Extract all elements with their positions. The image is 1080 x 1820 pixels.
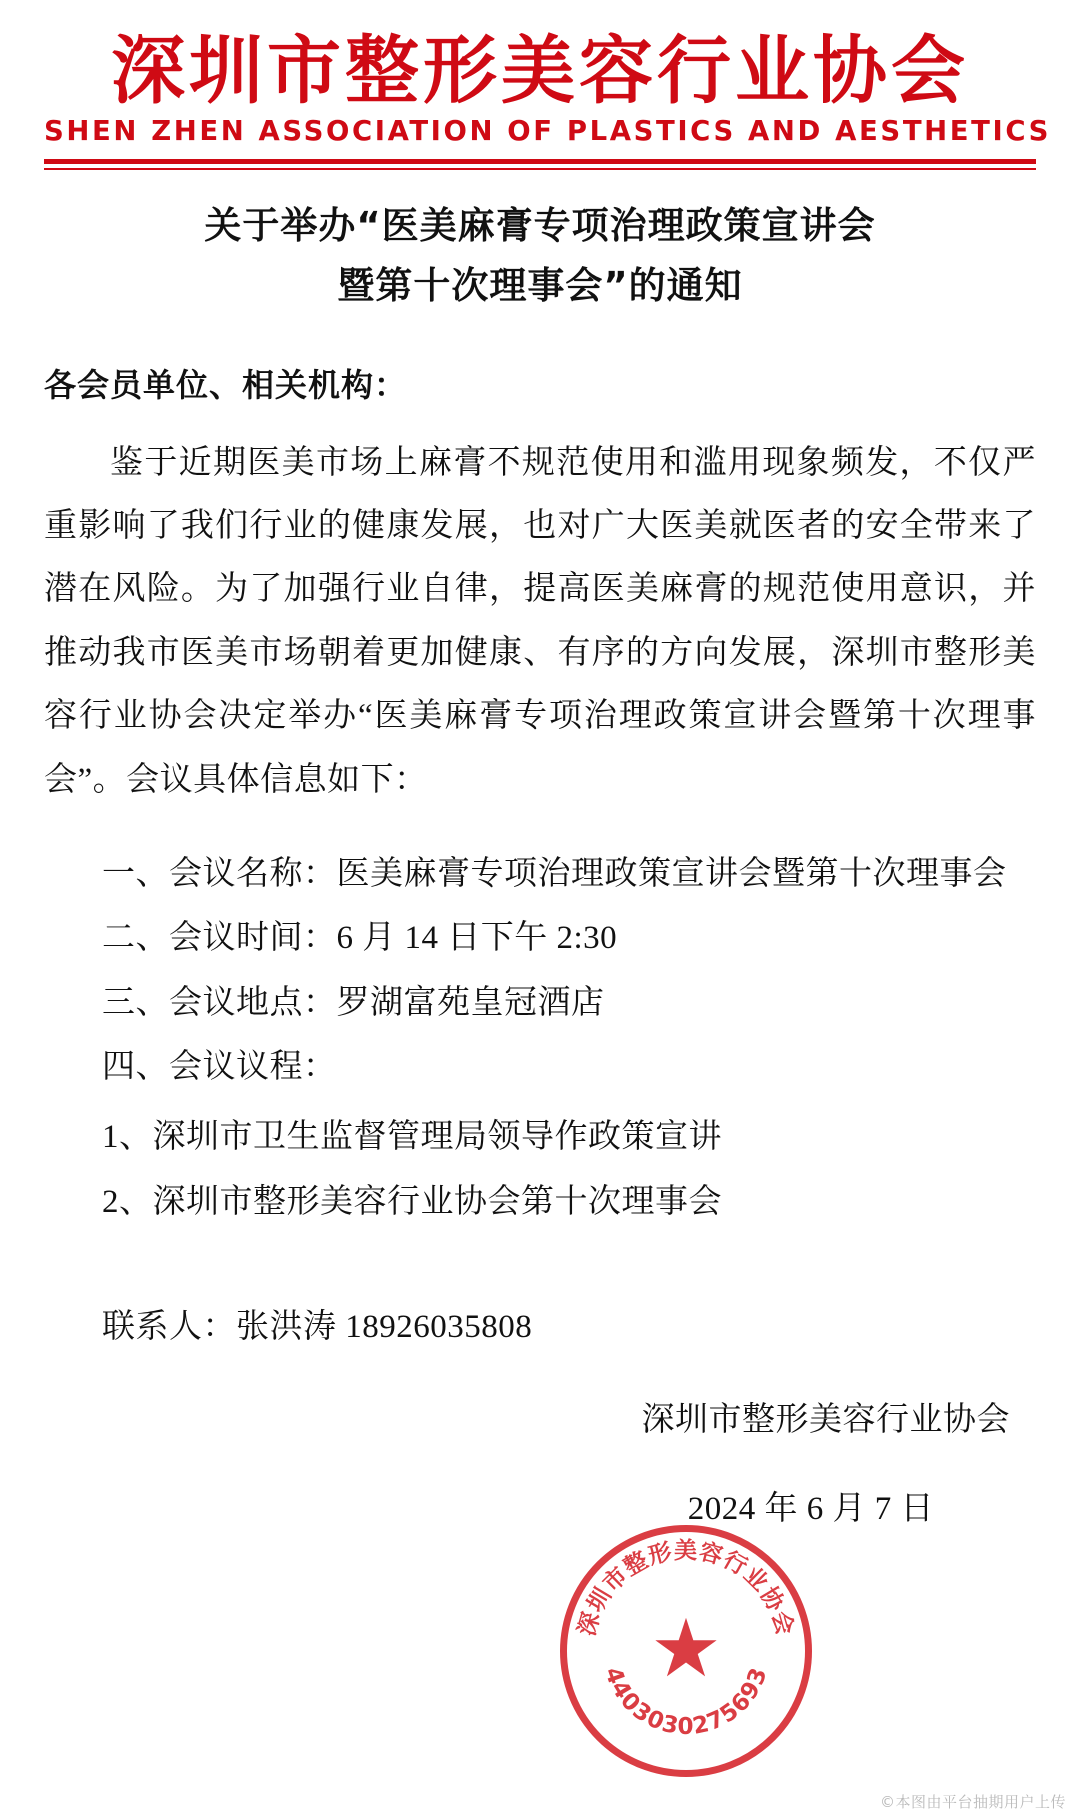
document-title-line-2: 暨第十次理事会”的通知 [337,263,743,307]
official-seal [560,1525,812,1777]
signature-organization: 深圳市整形美容行业协会 [641,1401,1010,1438]
meeting-info-item-name: 一、会议名称：医美麻膏专项治理政策宣讲会暨第十次理事会 [102,855,1007,892]
letterhead [44,0,1052,170]
organization-name-english: SHEN ZHEN ASSOCIATION OF PLASTICS AND AESTHETICS [44,114,1052,147]
agenda-item-1: 1、深圳市卫生监督管理局领导作政策宣讲 [102,1119,722,1156]
contact-line: 联系人：张洪涛 18926035808 [102,1308,533,1345]
signature-block [44,1393,1036,1529]
watermark-text: ©本图由平台抽期用户上传 [879,1793,1066,1811]
document-title [44,196,1036,316]
body-paragraph-1: 鉴于近期医美市场上麻膏不规范使用和滥用现象频发，不仅严重影响了我们行业的健康发展，也对广大医美就医者的安全带来了潜在风险。为了加强行业自律，提高医美麻膏的规范使用意识，并推动我市医美市场朝着更加健康、有序的方向发展，深圳市整形美容行业协会决定举办“医美麻膏专项治理政策宣讲会暨第十次理事会”。会议具体信息如下： [44,444,1036,798]
seal-text-svg [567,1532,805,1770]
seal-inner [567,1532,805,1770]
seal-code-label: 4403030275693 [599,1663,773,1740]
seal-star-icon: ★ [653,1614,719,1687]
document-title-line-1: 关于举办“医美麻膏专项治理政策宣讲会 [204,203,876,247]
meeting-info-list [44,842,1036,1099]
signature-date: 2024 年 6 月 7 日 [687,1490,934,1527]
divider-thin-line [44,168,1036,170]
agenda-list [44,1105,1036,1234]
meeting-info-item-agenda-heading: 四、会议议程： [102,1048,337,1085]
letterhead-divider [44,159,1036,170]
meeting-info-item-time: 二、会议时间：6 月 14 日下午 2:30 [102,920,618,957]
salutation: 各会员单位、相关机构： [44,365,408,404]
organization-name-chinese: 深圳市整形美容行业协会 [111,28,969,114]
agenda-item-2: 2、深圳市整形美容行业协会第十次理事会 [102,1183,722,1220]
meeting-info-item-location: 三、会议地点：罗湖富苑皇冠酒店 [102,984,605,1021]
seal-arc-label: 深圳市整形美容行业协会 [574,1538,798,1639]
